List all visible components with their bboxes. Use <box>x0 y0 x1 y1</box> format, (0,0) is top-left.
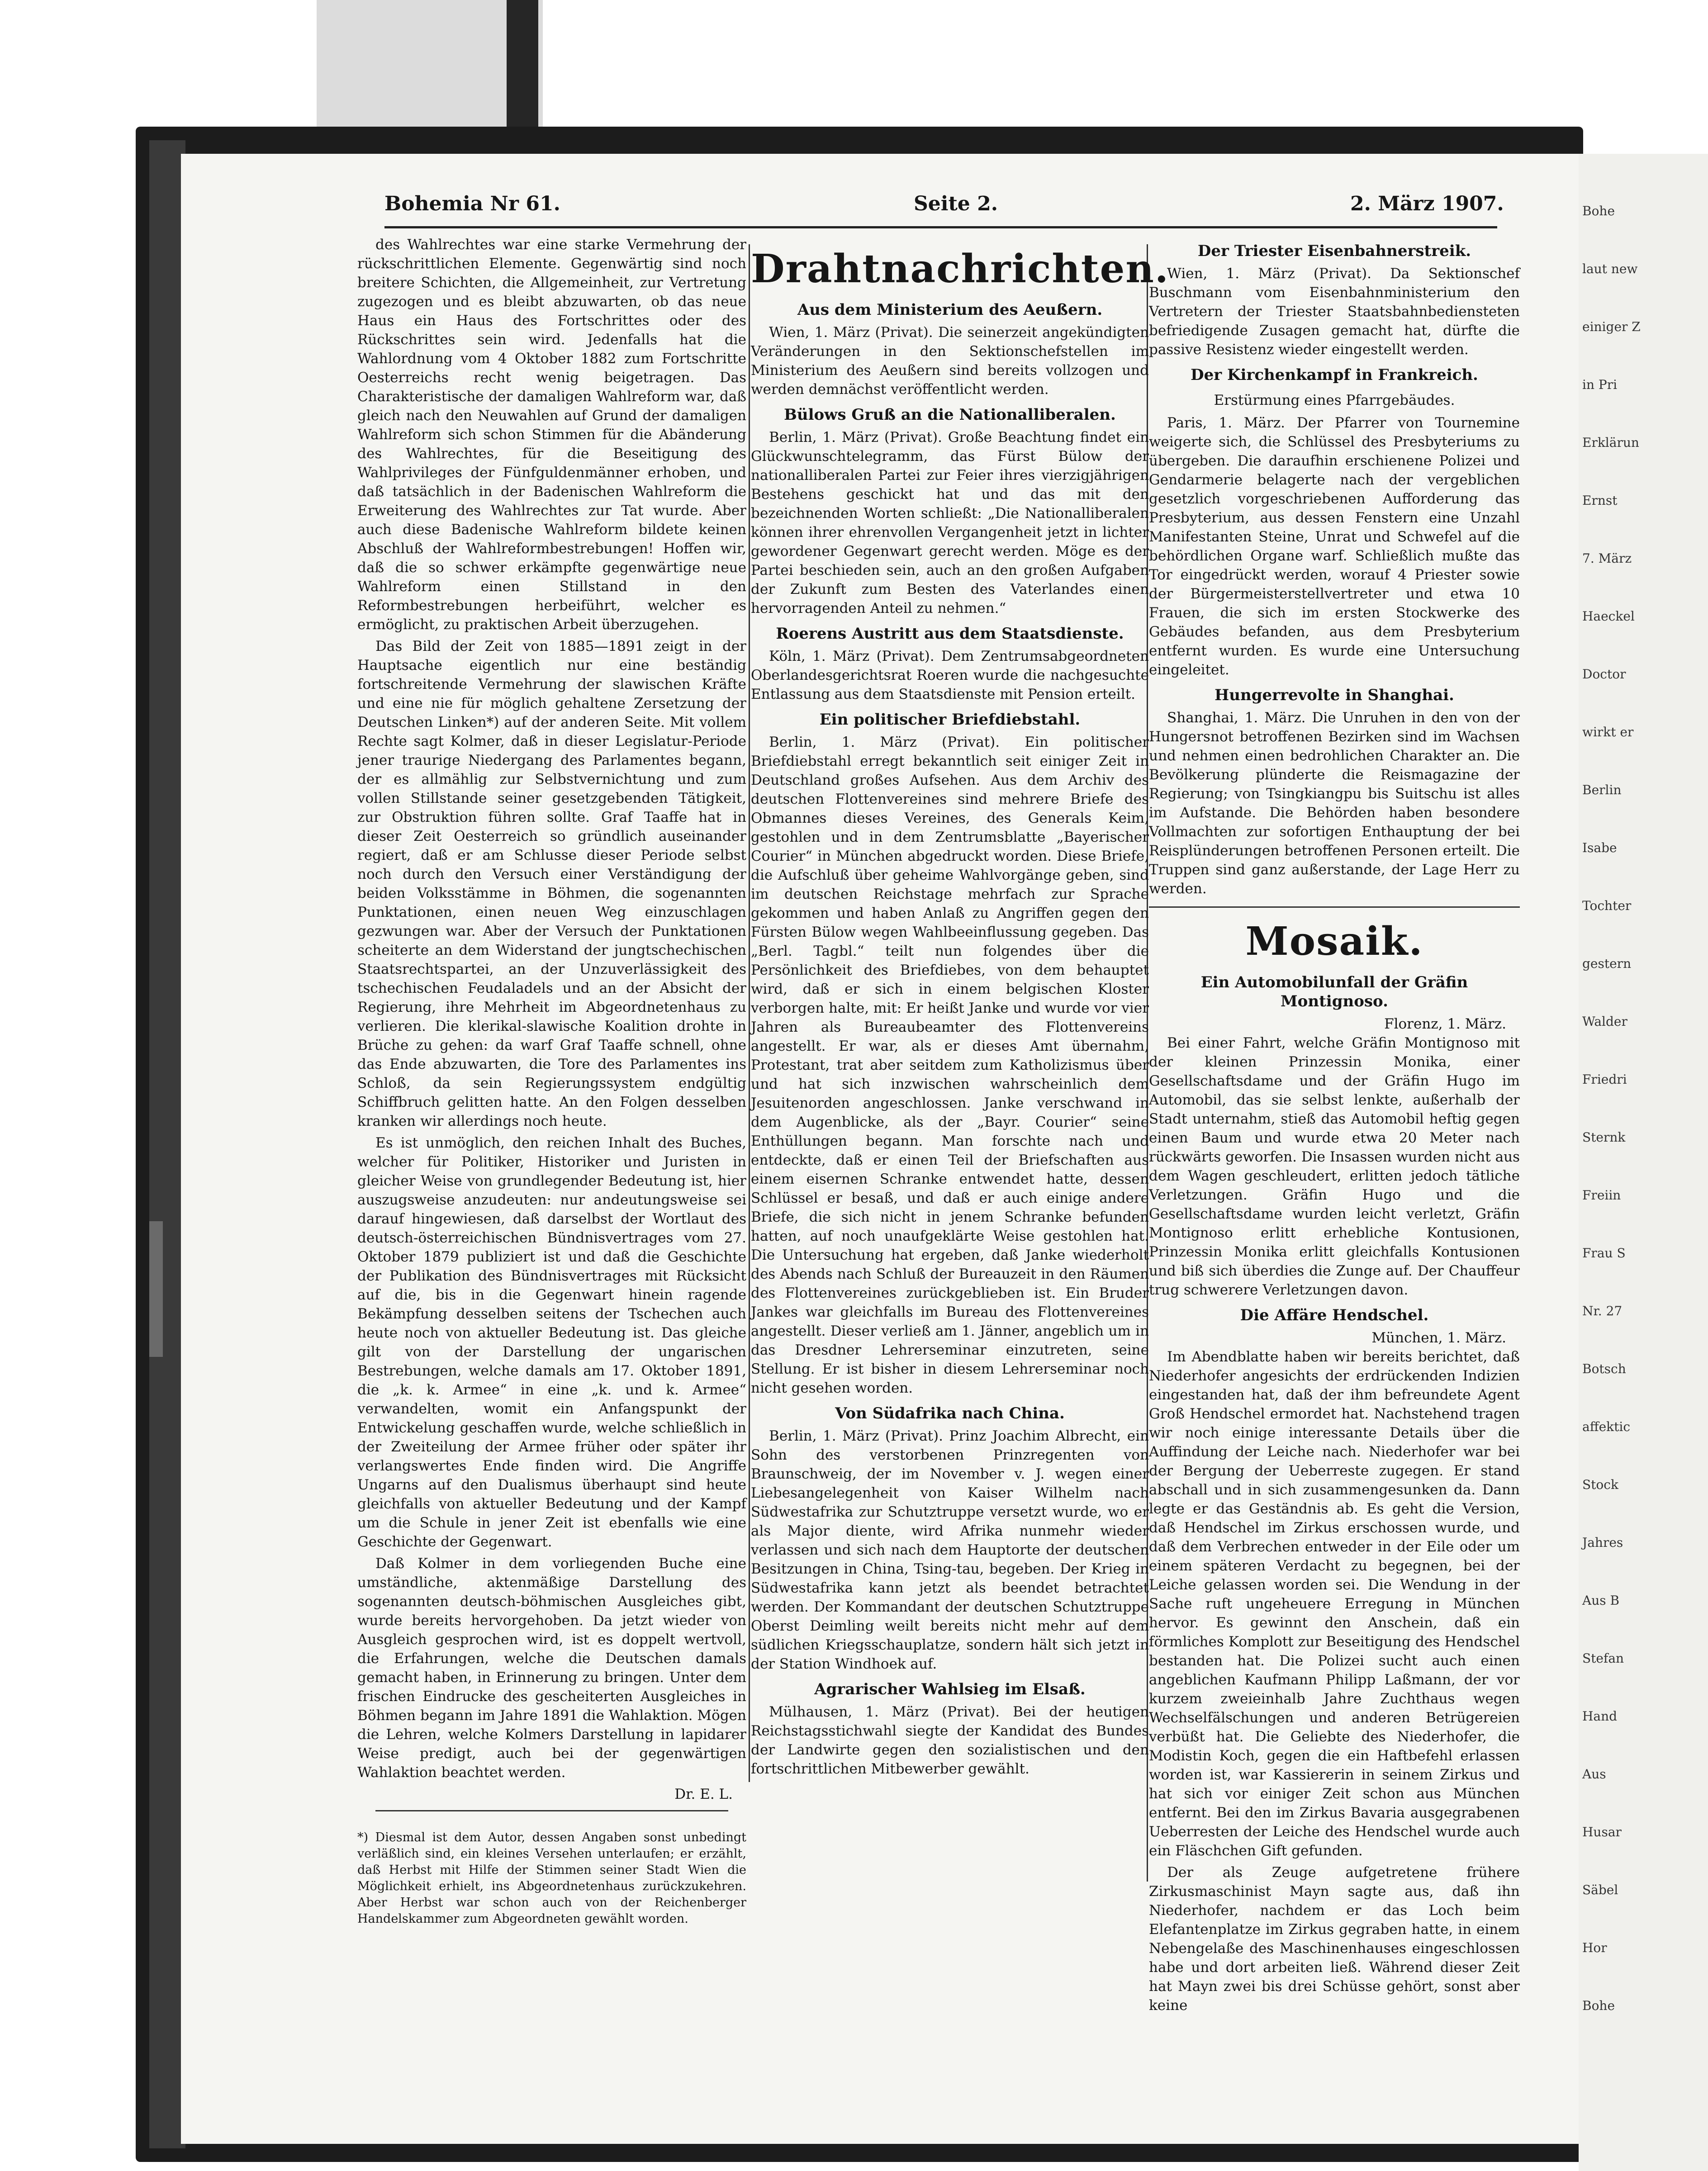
adjacent-page-fragment: Haeckel <box>1582 609 1635 624</box>
article-elsass: Mülhausen, 1. März (Privat). Bei der heutigen Reichstagsstichwahl siegte der Kandidat des Bundes der Landwirte gegen den sozialistischen und den fortschrittlichen Mitbewerber gewählt. <box>751 1704 1149 1777</box>
section-title-drahtnachrichten: Drahtnachrichten. <box>751 246 1169 292</box>
article-automobilunfall: Bei einer Fahrt, welche Gräfin Montignoso mit der kleinen Prinzessin Monika, einer Gesellschaftsdame und der Gräfin Hugo im Automobil, das sie selbst lenkte, außerhalb der Stadt unternahm, stieß das Automobil heftig gegen einen Baum und wurde etwa 20 Meter nach rückwärts geworfen. Die Insassen wurden nicht aus dem Wagen geschleudert, erlitten jedoch tätliche Verletzungen. Gräfin Hugo und die Gesellschaftsdame wurden leicht verletzt, Gräfin Montignoso erlitt erhebliche Kontusionen, Prinzessin Monika erlitt gleichfalls Kontusionen und biß sich überdies die Zunge auf. Der Chauffeur trug schwerere Verletzungen davon. <box>1149 1035 1520 1298</box>
binder-edge <box>149 140 185 2148</box>
adjacent-page-fragment: Nr. 27 <box>1582 1304 1623 1318</box>
adjacent-page-fragment: Aus <box>1582 1767 1606 1782</box>
headline-roeren: Roerens Austritt aus dem Staatsdienste. <box>776 625 1124 643</box>
column-2 <box>751 235 1169 1872</box>
adjacent-page-fragment: Frau S <box>1582 1246 1626 1261</box>
col1-paragraph-1: des Wahlrechtes war eine starke Vermehrung der rückschrittlichen Elemente. Gegenwärtig sind noch breitere Schichten, die Allgemeinheit, zur Vertretung zugezogen und es bleibt abzuwarten, ob das neue Haus ein Haus des Fortschrittes oder des Rückschrittes sein wird. Jedenfalls hat die Wahlordnung vom 4 Oktober 1882 zum Fortschritte Oesterreichs recht wenig beigetragen. Das Charakteristische der damaligen Wahlreform war, daß gleich nach den Neuwahlen auf Grund der damaligen Wahlreform sich schon Stimmen für die Abänderung des Wahlrechtes, für die Beseitigung des Wahlprivileges der Fünfguldenmänner erhoben, und daß tatsächlich in der Badenischen Wahlreform die Erweiterung des Wahlrechtes zur Tat wurde. Aber auch diese Badenische Wahlreform bildete keinen Abschluß der Wahlreformbestrebungen! Hoffen wir, daß die so schwer erkämpfte gegenwärtige neue Wahlreform einen Stillstand in den Reformbestrebungen herbeiführt, welcher es ermöglicht, zu praktischen Arbeit überzugehen. <box>357 237 746 633</box>
headline-automobilunfall: Ein Automobilunfall der Gräfin Montignoso. <box>1200 973 1468 1010</box>
adjacent-page-fragment: in Pri <box>1582 377 1618 392</box>
adjacent-page-fragment: Freiin <box>1582 1188 1621 1203</box>
adjacent-page-fragment: Berlin <box>1582 782 1622 797</box>
dateline-muenchen: München, 1. März. <box>1371 1330 1506 1346</box>
section-title-mosaik: Mosaik. <box>1245 919 1423 964</box>
header-rule <box>384 226 1497 228</box>
col1-paragraph-3: Es ist unmöglich, den reichen Inhalt des Buches, welcher für Politiker, Historiker und Juristen in gleicher Weise von grundlegender Bedeutung ist, hier auszugsweise anzudeuten: nur andeutungsweise sei darauf hingewiesen, daß darselbst der Wortlaut des deutsch-österreichischen Bündnisvertrages vom 27. Oktober 1879 publiziert ist und daß die Geschichte der Publikation des Bündnisvertrages mit Rücksicht auf die, bis in die Gegenwart hinein ragende Bekämpfung desselben seitens der Tschechen auch heute noch von aktueller Bedeutung ist. Das gleiche gilt von der Darstellung der ungarischen Bestrebungen, welche damals am 17. Oktober 1891, die „k. k. Armee“ in eine „k. und k. Armee“ verwandelten, womit ein Anfangspunkt der Entwickelung geschaffen wurde, welche schließlich in der Zweiteilung der Armee früher oder später ihr verlangswertes Ende finden wird. Die Angriffe Ungarns auf den Dualismus überhaupt sind heute gleichfalls von aktueller Bedeutung und der Kampf um die Schule in jener Zeit ist ebenfalls wie eine Geschichte der Gegenwart. <box>357 1135 746 1550</box>
adjacent-page-fragment: Botsch <box>1582 1361 1626 1376</box>
article-kirchenkampf: Paris, 1. März. Der Pfarrer von Tournemine weigerte sich, die Schlüssel des Presbyteriums zu übergeben. Die daraufhin erschienene Polizei und Gendarmerie belagerte nach der vergeblichen gesetzlich vorgeschriebenen Aufforderung das Presbyterium, aus dessen Fenstern eine Unzahl Manifestanten Steine, Unrat und Schwefel auf die behördlichen Organe warf. Schließlich mußte das Tor eingedrückt werden, worauf 4 Priester sowie der Bürgermeisterstellvertreter und etwa 10 Frauen, die sich im ersten Stockwerke des Gebäudes befanden, aus dem Presbyterium entfernt wurden. Es wurde eine Untersuchung eingeleitet. <box>1149 415 1520 678</box>
adjacent-page-fragment: Erklärun <box>1582 435 1639 450</box>
footnote-rule <box>375 1810 728 1811</box>
adjacent-page-fragment: Stefan <box>1582 1651 1624 1666</box>
adjacent-page-fragment: Ernst <box>1582 493 1618 508</box>
article-hendschel: Im Abendblatte haben wir bereits berichtet, daß Niederhofer angesichts der erdrückenden Indizien eingestanden hat, daß der ihm befreundete Agent Groß Hendschel ermordet hat. Nachstehend tragen wir noch einige interessante Details über die Auffindung der Leiche nach. Niederhofer war bei der Bergung der Ueberreste zugegen. Er stand abschall und in sich zusammengesunken da. Dann legte er das Geständnis ab. Es geht die Version, daß Hendschel im Zirkus erschossen wurde, und daß dem Verbrechen entweder in der Eile oder um einem späteren Verdacht zu begegnen, bei der Leiche gelassen worden sei. Die Wendung in der Sache ruft ungeheuere Erregung in München hervor. Es gewinnt den Anschein, daß ein förmliches Komplott zur Beseitigung des Hendschel bestanden hat. Die Polizei sucht auch einen angeblichen Kaufmann Philipp Laßmann, der vor kurzem zweieinhalb Jahre Zuchthaus wegen Wechselfälschungen und anderen Betrügereien verbüßt hat. Die Geliebte des Niederhofer, die Modistin Koch, gegen die ein Haftbefehl erlassen worden ist, war Kassiererin in seinem Zirkus und hat sich vor einiger Zeit schon aus München entfernt. Bei den im Zirkus Bavaria ausgegrabenen Ueberresten der Leiche des Hendschel wurde auch ein Fläschchen Gift gefunden. <box>1149 1349 1520 1859</box>
stand-post <box>507 0 538 136</box>
adjacent-page-fragment: Tochter <box>1582 898 1632 913</box>
adjacent-page-fragment: laut new <box>1582 261 1638 276</box>
headline-hendschel: Die Affäre Hendschel. <box>1240 1306 1429 1324</box>
adjacent-page-fragment: Walder <box>1582 1014 1627 1029</box>
adjacent-page-fragment: affektic <box>1582 1419 1631 1434</box>
headline-kirchenkampf: Der Kirchenkampf in Frankreich. <box>1191 366 1478 384</box>
article-buelow: Berlin, 1. März (Privat). Große Beachtung findet ein Glückwunschtelegramm, das Fürst Bülow der nationalliberalen Partei zur Feier ihres vierzigjährigen Bestehens geschickt hat und das mit den bezeichnenden Worten schließt: „Die Nationalliberalen können ihrer ehrenvollen Vergangenheit jetzt in lichter gewordener Gegenwart gerecht werden. Möge es der Partei beschieden sein, auch an den großen Aufgaben der Zukunft zum Besten des Vaterlandes einen hervorragenden Anteil zu nehmen.“ <box>751 429 1149 616</box>
article-hendschel-cont: Der als Zeuge aufgetretene frühere Zirkusmaschinist Mayn sagte aus, daß ihn Niederhofer, nachdem er das Loch beim Elefantenplatze im Zirkus gegraben hatte, in einem Nebengelaße des Maschinenhauses eingeschlossen habe und dort arbeiten ließ. Während dieser Zeit hat Mayn zwei bis drei Schüsse gehört, sonst aber keine <box>1149 1864 1520 2014</box>
article-triester: Wien, 1. März (Privat). Da Sektionschef Buschmann vom Eisenbahnministerium den Vertretern der Triester Staatsbahnbediensteten befriedigende Zusagen gemacht hat, dürfte die passive Resistenz wieder eingestellt werden. <box>1149 265 1520 358</box>
column-rule-1 <box>749 244 750 1782</box>
adjacent-page-fragment: Säbel <box>1582 1882 1618 1897</box>
adjacent-page-fragment: Aus B <box>1582 1593 1620 1608</box>
adjacent-page-fragment: gestern <box>1582 956 1632 971</box>
author-signature: Dr. E. L. <box>674 1786 733 1802</box>
headline-suedafrika: Von Südafrika nach China. <box>835 1404 1065 1422</box>
headline-elsass: Agrarischer Wahlsieg im Elsaß. <box>814 1680 1086 1698</box>
subheadline-pfarrgebaeude: Erstürmung eines Pfarrgebäudes. <box>1214 392 1455 408</box>
article-roeren: Köln, 1. März (Privat). Dem Zentrumsabgeordneten Oberlandesgerichtsrat Roeren wurde die nachgesuchte Entlassung aus dem Staatsdienste mit Pension erteilt. <box>751 648 1149 702</box>
adjacent-page <box>1579 154 1708 2171</box>
adjacent-page-fragment: Friedri <box>1582 1072 1627 1087</box>
headline-shanghai: Hungerrevolte in Shanghai. <box>1215 686 1454 704</box>
section-rule <box>1149 906 1520 908</box>
adjacent-page-fragment: Jahres <box>1582 1535 1623 1550</box>
article-suedafrika: Berlin, 1. März (Privat). Prinz Joachim Albrecht, ein Sohn des verstorbenen Prinzregenten von Braunschweig, der im November v. J. wegen einer Liebesangelegenheit von Kaiser Wilhelm nach Südwestafrika zur Schutztruppe versetzt wurde, wo er als Major diente, wird Afrika nunmehr wieder verlassen und sich nach dem Hauptorte der deutschen Besitzungen in China, Tsing-tau, begeben. Der Krieg in Südwestafrika kann jetzt als beendet betrachtet werden. Der Kommandant der deutschen Schutztruppe Oberst Deimling weilt bereits nicht mehr auf dem südlichen Kriegsschauplatze, sondern hält sich jetzt in der Station Windhoek auf. <box>751 1428 1149 1672</box>
article-shanghai: Shanghai, 1. März. Die Unruhen in den von der Hungersnot betroffenen Bezirken sind im Wachsen und nehmen einen bedrohlichen Charakter an. Die Bevölkerung plünderte die Reismagazine der Regierung; von Tsingkiangpu bis Suitschu ist alles im Aufstande. Die Behörden haben besondere Vollmachten zur sofortigen Enthauptung der bei Reisplünderungen betroffenen Personen erteilt. Die Truppen sind ganz außerstande, der Lage Herr zu werden. <box>1149 710 1520 897</box>
adjacent-page-fragment: Stock <box>1582 1477 1618 1492</box>
adjacent-page-fragment: Hand <box>1582 1709 1618 1724</box>
dateline-florenz: Florenz, 1. März. <box>1384 1016 1506 1032</box>
adjacent-page-fragment: Doctor <box>1582 667 1626 682</box>
article-ministerium: Wien, 1. März (Privat). Die seinerzeit angekündigten Veränderungen in den Sektionschefstellen im Ministerium des Aeußern sind bereits vollzogen und werden demnächst veröffentlicht werden. <box>751 324 1149 398</box>
masthead-issue: Bohemia Nr 61. <box>384 192 560 215</box>
headline-triester: Der Triester Eisenbahnerstreik. <box>1197 242 1471 260</box>
page-number: Seite 2. <box>914 192 998 215</box>
adjacent-page-fragment: Bohe <box>1582 204 1615 218</box>
footnote: *) Diesmal ist dem Autor, dessen Angaben sonst unbedingt verläßlich sind, ein kleines Versehen unterlaufen; er erzählt, daß Herbst mit Hilfe der Stimmen seiner Stadt Wien die Möglichkeit erhielt, ins Abgeordnetenhaus zurückzukehren. Aber Herbst war schon auch von der Reichenberger Handelskammer zum Abgeordneten gewählt worden. <box>357 1830 746 1926</box>
adjacent-page-fragment: 7. März <box>1582 551 1632 566</box>
adjacent-page-fragment: Bohe <box>1582 1998 1615 2013</box>
adjacent-page-fragment: Hor <box>1582 1940 1607 1955</box>
binder-clip <box>149 1221 163 1357</box>
col1-paragraph-4: Daß Kolmer in dem vorliegenden Buche eine umständliche, aktenmäßige Darstellung des sogenannten deutsch-böhmischen Ausgleiches gibt, wurde bereits hervorgehoben. Da jetzt wieder von Ausgleich gesprochen wird, ist es doppelt wertvoll, die Erfahrungen, welche die Deutschen damals gemacht haben, in Erinnerung zu bringen. Unter dem frischen Eindrucke des gescheiterten Ausgleiches in Böhmen begann im Jahre 1891 die Wahlaktion. Mögen die Lehren, welche Kolmers Darstellung in lapidarer Weise predigt, auch bei der gegenwärtigen Wahlaktion beachtet werden. <box>357 1555 746 1781</box>
article-briefdiebstahl: Berlin, 1. März (Privat). Ein politischer Briefdiebstahl erregt bekanntlich seit einiger Zeit in Deutschland großes Aufsehen. Aus dem Archiv des deutschen Flottenvereines sind mehrere Briefe des Obmannes dieses Vereines, des Generals Keim, gestohlen und in dem Zentrumsblatte „Bayerischer Courier“ in München abgedruckt worden. Diese Briefe, die Aufschluß über geheime Wahlvorgänge geben, sind im deutschen Reichstage mehrfach zur Sprache gekommen und haben Anlaß zu Angriffen gegen den Fürsten Bülow wegen Wahlbeeinflussung gegeben. Das „Berl. Tagbl.“ teilt nun folgendes über die Persönlichkeit des Briefdiebes, von dem behauptet wird, daß er sich in einem belgischen Kloster verborgen halte, mit: Er heißt Janke und wurde vor vier Jahren als Bureaubeamter des Flottenvereins angestellt. Er war, als er dieses Amt übernahm, Protestant, trat aber seitdem zum Katholizismus über und hat sich inzwischen wahrscheinlich dem Jesuitenorden angeschlossen. Janke verschwand in dem Augenblicke, als der „Bayr. Courier“ seine Enthüllungen begann. Man forschte nach und entdeckte, daß er einen Teil der Briefschaften aus einem eisernen Schranke entwendet hatte, dessen Schlüssel er besaß, und daß er auch einige andere Briefe, die sich nicht in jenem Schranke befunden hatten, auf noch unaufgeklärte Weise gestohlen hat. Die Untersuchung hat ergeben, daß Janke wiederholt des Abends nach Schluß der Bureauzeit in den Räumen des Flottenvereines zurückgeblieben ist. Ein Bruder Jankes war gleichfalls im Bureau des Flottenvereines angestellt. Dieser verließ am 1. Jänner, angeblich um in das Dresdner Lehrerseminar einzutreten, seine Stellung. Er ist bisher in diesem Lehrerseminar noch nicht gesehen worden. <box>751 734 1149 1396</box>
headline-buelow: Bülows Gruß an die Nationalliberalen. <box>784 406 1116 424</box>
adjacent-page-fragment: Isabe <box>1582 840 1617 855</box>
headline-ministerium: Aus dem Ministerium des Aeußern. <box>797 301 1103 319</box>
issue-date: 2. März 1907. <box>1350 192 1504 215</box>
column-3 <box>1149 235 1520 2014</box>
adjacent-page-fragment: Husar <box>1582 1825 1622 1839</box>
adjacent-page-fragment: wirkt er <box>1582 725 1634 739</box>
headline-briefdiebstahl: Ein politischer Briefdiebstahl. <box>819 711 1081 729</box>
col1-paragraph-2: Das Bild der Zeit von 1885—1891 zeigt in der Hauptsache eigentlich nur eine beständig fortschreitende Vermehrung der slawischen Kräfte und eine nie für möglich gehaltene Zersetzung der Deutschen Linken*) auf der anderen Seite. Mit vollem Rechte sagt Kolmer, daß in dieser Legislatur-Periode jener traurige Niedergang des Parlamentes begann, der es allmählig zur Selbstvernichtung und zum vollen Stillstande seiner gesetzgebenden Tätigkeit, zur Obstruktion führen sollte. Graf Taaffe hat in dieser Zeit Oesterreich so gründlich auseinander regiert, daß er am Schlusse dieser Periode selbst noch durch den Versuch einer Verständigung der beiden Volksstämme in Böhmen, die sogenannten Punktationen, einen neuen Weg einzuschlagen gezwungen war. Aber der Versuch der Punktationen scheiterte an dem Widerstand der jungtschechischen Staatsrechtspartei, an der Unzuverlässigkeit des tschechischen Feudaladels und an der Absicht der Regierung, ihre Mehrheit im Abgeordnetenhaus zu verlieren. Die klerikal-slawische Koalition drohte in Brüche zu gehen: da warf Graf Taaffe schnell, ohne das Ende abzuwarten, die Tore des Parlamentes ins Schloß, da sein Regierungssystem endgültig Schiffbruch gelitten hatte. An den Folgen desselben kranken wir allerdings noch heute. <box>357 638 746 1129</box>
adjacent-page-fragment: Sternk <box>1582 1130 1626 1145</box>
column-1 <box>357 235 746 1926</box>
adjacent-page-fragment: einiger Z <box>1582 319 1641 334</box>
